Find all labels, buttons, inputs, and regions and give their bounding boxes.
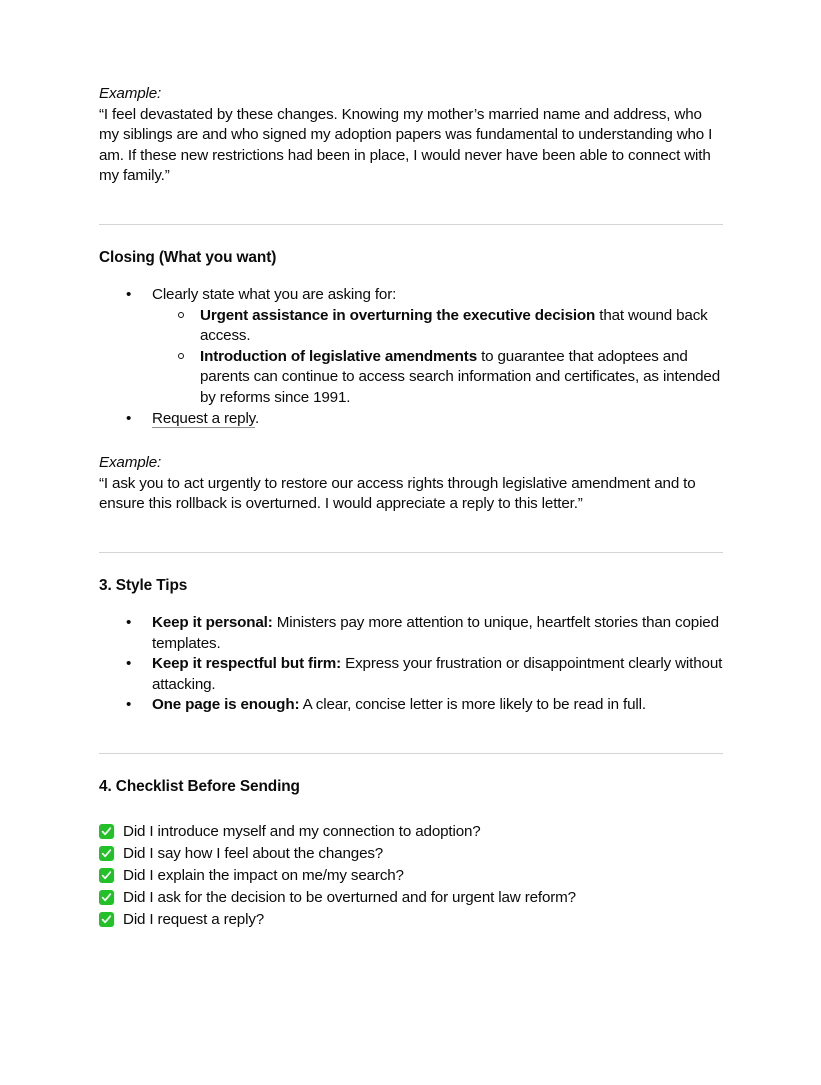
bullet-disc-icon: • — [126, 285, 132, 303]
sub-bullet-2-rest: to guarantee that adoptees and parents can continue to access search information and certificates, as intended by reforms since 1991. — [200, 347, 721, 406]
sub-bullet-2-bold: Introduction of legislative amendments — [200, 347, 477, 365]
bullet-disc-icon: • — [126, 613, 132, 631]
example-label-1: Example: — [99, 85, 162, 102]
style-tips-section — [99, 576, 723, 716]
closing-sub-bullet-list — [152, 306, 723, 409]
checklist-item — [99, 821, 723, 843]
spacer — [99, 515, 723, 552]
style-tip-1-bold: Keep it personal: — [152, 613, 273, 631]
style-tips-list — [99, 613, 723, 716]
style-tip-1-rest: Ministers pay more attention to unique, heartfelt stories than copied templates. — [152, 613, 719, 652]
style-tip-2-rest: Express your frustration or disappointment clearly without attacking. — [152, 655, 723, 693]
checklist-item — [99, 909, 723, 931]
spacer — [99, 225, 723, 248]
closing-bullet-1-text: Clearly state what you are asking for: — [152, 285, 397, 303]
sub-bullet-1-bold: Urgent assistance in overturning the executive decision — [200, 306, 596, 324]
bullet-disc-icon: • — [126, 409, 132, 427]
spacer — [99, 716, 723, 753]
spacer — [99, 187, 723, 224]
bullet-disc-icon: • — [126, 696, 132, 714]
checklist-item — [99, 887, 723, 909]
spacer — [99, 429, 723, 453]
style-tip-2-bold: Keep it respectful but firm: — [152, 655, 342, 673]
closing-bullet-2-text: Request a reply — [152, 409, 255, 427]
example-quote-1: “I feel devastated by these changes. Knowing my mother’s married name and address, who my siblings are and who signed my adoption papers was fundamental to understanding who I am. If these new restrictions had been in place, I would never have been able to connect with my family.” — [99, 105, 713, 185]
checklist-list — [99, 821, 723, 931]
checklist-item-label: Did I introduce myself and my connection to adoption? — [123, 822, 481, 840]
checklist-heading: 4. Checklist Before Sending — [99, 777, 300, 795]
spacer — [99, 754, 723, 777]
closing-bullet-list — [99, 285, 723, 429]
example-label-2: Example: — [99, 454, 162, 472]
checklist-item-label: Did I request a reply? — [123, 910, 265, 928]
style-tip-3-rest: A clear, concise letter is more likely to be read in full. — [299, 696, 646, 714]
bullet-circle-icon — [178, 312, 184, 318]
spacer — [99, 268, 723, 285]
check-mark-icon — [99, 824, 114, 839]
checklist-item-label: Did I explain the impact on me/my search? — [123, 866, 404, 884]
list-item — [99, 613, 723, 654]
check-mark-icon — [99, 912, 114, 927]
check-mark-icon — [99, 868, 114, 883]
example-block-1 — [99, 84, 723, 187]
checklist-item — [99, 843, 723, 865]
list-item — [99, 695, 723, 716]
example-block-2 — [99, 453, 723, 515]
list-item — [99, 654, 723, 695]
closing-heading: Closing (What you want) — [99, 248, 277, 266]
list-item — [99, 285, 723, 409]
checklist-item-label: Did I ask for the decision to be overturned and for urgent law reform? — [123, 888, 576, 906]
bullet-circle-icon — [178, 353, 184, 359]
bullet-disc-icon: • — [126, 655, 132, 673]
sub-bullet-1-rest: that wound back access. — [200, 306, 708, 345]
check-mark-icon — [99, 846, 114, 861]
checklist-item-label: Did I say how I feel about the changes? — [123, 844, 384, 862]
list-item — [152, 347, 723, 409]
spacer — [99, 797, 723, 821]
list-item — [152, 306, 723, 347]
document-content — [99, 84, 723, 931]
list-item — [99, 409, 723, 430]
check-mark-icon — [99, 890, 114, 905]
style-tips-heading: 3. Style Tips — [99, 576, 188, 594]
checklist-section — [99, 777, 723, 931]
style-tip-3-bold: One page is enough: — [152, 696, 300, 714]
spacer — [99, 553, 723, 576]
spacer — [99, 596, 723, 613]
closing-section — [99, 248, 723, 429]
example-quote-2: “I ask you to act urgently to restore our access rights through legislative amendment and to ensure this rollback is overturned. I would appreciate a reply to this letter.” — [99, 474, 696, 513]
closing-bullet-2-tail: . — [255, 409, 260, 427]
checklist-item — [99, 865, 723, 887]
